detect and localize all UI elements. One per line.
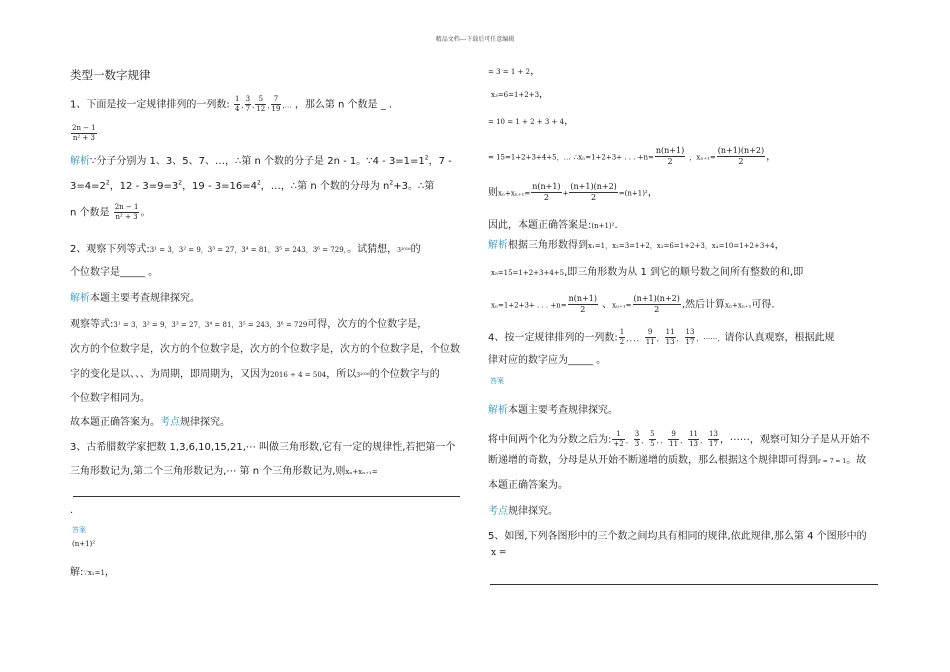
question-1-answer [70, 124, 98, 143]
question-2-blank: 个位数字是_____ 。 [70, 267, 159, 278]
question-2-conclusion: 故本题正确答案为。考点规律探究。 [70, 417, 230, 428]
question-2-line-c: 个位数字相同为。 [70, 393, 150, 404]
fraction: $\frac{1}{+2}$ [613, 430, 624, 448]
question-5-line-1: 5、如图,下列各图形中的三个数之间均具有相同的规律,依此规律,那么第 4 个图形中的 [488, 531, 867, 542]
analysis-line-3: xₙ=1+2+3+ . . . +n= $\frac{n(n+1)}{2}$ 、xₙ₊₁= $\frac{(n+1)(n+2)}{2}$ ,然后计算xₙ+xₙ₊₁可得. [491, 294, 775, 314]
question-2-line-b: 字的变化是以、、、为周期，即周期为，又因为2016 ÷ 4 = 504，所以3²⁰¹⁶的个位数字与的 [70, 369, 440, 380]
fraction: $\frac{9}{11}$ [645, 328, 655, 346]
answer-fraction: $\frac{2n - 1}{\text{n² + 3}}$ [72, 124, 96, 142]
analysis-label: 解析 [488, 405, 508, 416]
analysis-label: 解析 [488, 240, 508, 251]
fraction: $\frac{2n - 1}{\text{n² + 3}}$ [114, 203, 139, 221]
fraction: $\frac{n(n+1)}{2}$ [655, 146, 685, 166]
fraction: $\frac{3}{7}$ [245, 95, 251, 113]
derivation-line-5: 则xₙ+xₙ₊₁= $\frac{n(n+1)}{2}$ + $\frac{(n+1)(n+2)}{2}$ =(n+1)²， [488, 182, 658, 202]
analysis-label: 解析 [70, 293, 90, 304]
analysis-line-1: 解析根据三角形数得到x₁=1，x₂=3=1+2，x₃=6=1+2+3，x₄=10=1+2+3+4， [488, 240, 785, 251]
question-4-analysis-line-2: 断递增的奇数，分母是从开始不断递增的质数，那么根据这个规律即可得到r = 7 = 1。故 [488, 455, 867, 466]
page-header: 精品文档---下载后可任意编辑 [435, 36, 515, 43]
answer-statement: 因此，本题正确答案是:(n+1)². [488, 220, 618, 231]
fraction: $\frac{(n+1)(n+2)}{2}$ [570, 182, 617, 202]
fraction: $\frac{n(n+1)}{2}$ [568, 294, 597, 314]
fraction: $\frac{(n+1)(n+2)}{2}$ [633, 294, 680, 314]
fraction: $\frac{9}{11}$ [669, 430, 679, 448]
question-1-text: 下面是按一定规律排列的一列数: [86, 99, 230, 111]
question-3-line-2: 三角形数记为,第二个三角形数记为,⋯ 第 n 个三角形数记为,则xₙ+xₙ₊₁= [70, 466, 378, 477]
fraction: $\frac{7}{19}$ [271, 95, 281, 113]
section-title: 类型一数字规律 [70, 68, 151, 82]
question-4-analysis-line-3: 本题正确答案为。 [488, 480, 568, 491]
question-2-observe: 观察等式:3¹ = 3，3² = 9，3³ = 27，3⁴ = 81，3⁵ = 243，3⁶ = 729可得，次方的个位数字是， [70, 319, 428, 330]
question-2-analysis: 解析本题主要考查规律探究。 [70, 293, 200, 304]
math-equations: 3¹ = 3，3² = 9，3³ = 27，3⁴ = 81，3⁵ = 243，3⁶ = 729， [149, 246, 348, 254]
derivation-line-2: x₃=6=1+2+3， [491, 89, 550, 100]
fraction: $\frac{(n+1)(n+2)}{2}$ [717, 146, 765, 166]
kaodian-label: 考点 [488, 506, 508, 517]
fraction: $\frac{13}{17}$ [708, 430, 718, 448]
answer-value: (n+1)² [72, 540, 96, 548]
question-5-line-2: x = [491, 548, 507, 558]
fraction: $\frac{11}{13}$ [665, 328, 675, 346]
question-2: 2、观察下列等式:3¹ = 3，3² = 9，3³ = 27，3⁴ = 81，3⁵ = 243，3⁶ = 729，。试猜想，3²⁰¹⁶的 [70, 244, 421, 255]
period: . [70, 505, 74, 516]
question-4-analysis: 解析本题主要考查规律探究。 [488, 405, 618, 416]
fraction: $\frac{n(n+1)}{2}$ [532, 182, 561, 202]
question-1-number: 1、 [70, 99, 87, 111]
derivation-line-1: = 3 = 1 + 2， [488, 66, 541, 77]
question-1-analysis-line-2: $3=4=2^2$，$12 - 3=9=3^2$，$19 - 3=16=4^2$，…，∴第 n 个数的分母为 $n^2+3$。∴第 [70, 179, 435, 192]
question-1-tail: ，那么第 n 个数是 _ . [294, 99, 393, 111]
fraction: $\frac{5}{5}$ [650, 430, 655, 448]
question-4-kaodian: 考点规律探究。 [488, 506, 558, 517]
fraction: $\frac{1}{4}$ [234, 95, 240, 113]
fraction: $\frac{1}{2}$ [619, 328, 625, 346]
kaodian-label: 考点 [160, 417, 180, 428]
question-1: 1、下面是按一定规律排列的一列数: $\frac{1}{4}$ , $\frac{3}{7}$ , $\frac{5}{12}$ , $\frac{7}{19}$ ,… ，那么第 n 个数是 _ . [70, 95, 393, 113]
derivation-line-3: = 10 = 1 + 2 + 3 + 4， [488, 116, 575, 127]
question-1-analysis-line-1: 解析∵分子分别为 1、3、5、7、…，∴第 n 个数的分子是 2n - 1。∵4 - $3=1=1^2$，7 - [70, 154, 452, 167]
question-2-line-a: 次方的个位数字是，次方的个位数字是，次方的个位数字是，次方的个位数字是，个位数 [70, 344, 460, 355]
question-1-analysis-line-3: n 个数是 $\frac{2n - 1}{\text{n² + 3}}$ 。 [70, 203, 151, 221]
fraction: $\frac{3}{3}$ [634, 430, 640, 448]
question-3-line-1: 3、古希腊数学家把数 1,3,6,10,15,21,⋯ 叫做三角形数,它有一定的规律性,若把第一个 [70, 442, 456, 453]
derivation-line-4: = 15=1+2+3+4+5，… ∴xₙ=1+2+3+ . . . +n= $\frac{n(n+1)}{2}$ ，xₙ₊₁= $\frac{(n+1)(n+2)}{2}$ ， [488, 146, 777, 166]
analysis-line-2: x₅=15=1+2+3+4+5,即三角形数为从 1 到它的顺号数之间所有整数的和,即 [491, 267, 804, 278]
question-4: 4、按一定规律排列的一列数: $\frac{1}{2}$ ，，，， $\frac{9}{11}$ ， $\frac{11}{13}$ ， $\frac{13}{17}$ ，⋯⋯，请你认真观察，根据此规 [488, 328, 835, 346]
answer-label: 答案 [72, 526, 86, 534]
fraction: $\frac{13}{17}$ [685, 328, 695, 346]
analysis-label: 解析 [70, 156, 90, 167]
question-4-blank: 律对应的数字应为_____ 。 [488, 355, 607, 366]
fraction: $\frac{5}{12}$ [256, 95, 266, 113]
question-4-analysis-line-1: 将中间两个化为分数之后为: $\frac{1}{+2}$ ， $\frac{3}{3}$ ， $\frac{5}{5}$ ，， $\frac{9}{11}$ ， $\frac{11}{13}$ ， $\frac{13}{17}$ ，⋯⋯，观察可知分子是从开始不 [488, 430, 870, 448]
answer-label: 答案 [490, 377, 504, 385]
answer-line [73, 496, 460, 497]
solution-start: 解:∵x₁=1， [70, 567, 115, 578]
fraction: $\frac{11}{13}$ [689, 430, 698, 448]
answer-line [490, 584, 878, 585]
